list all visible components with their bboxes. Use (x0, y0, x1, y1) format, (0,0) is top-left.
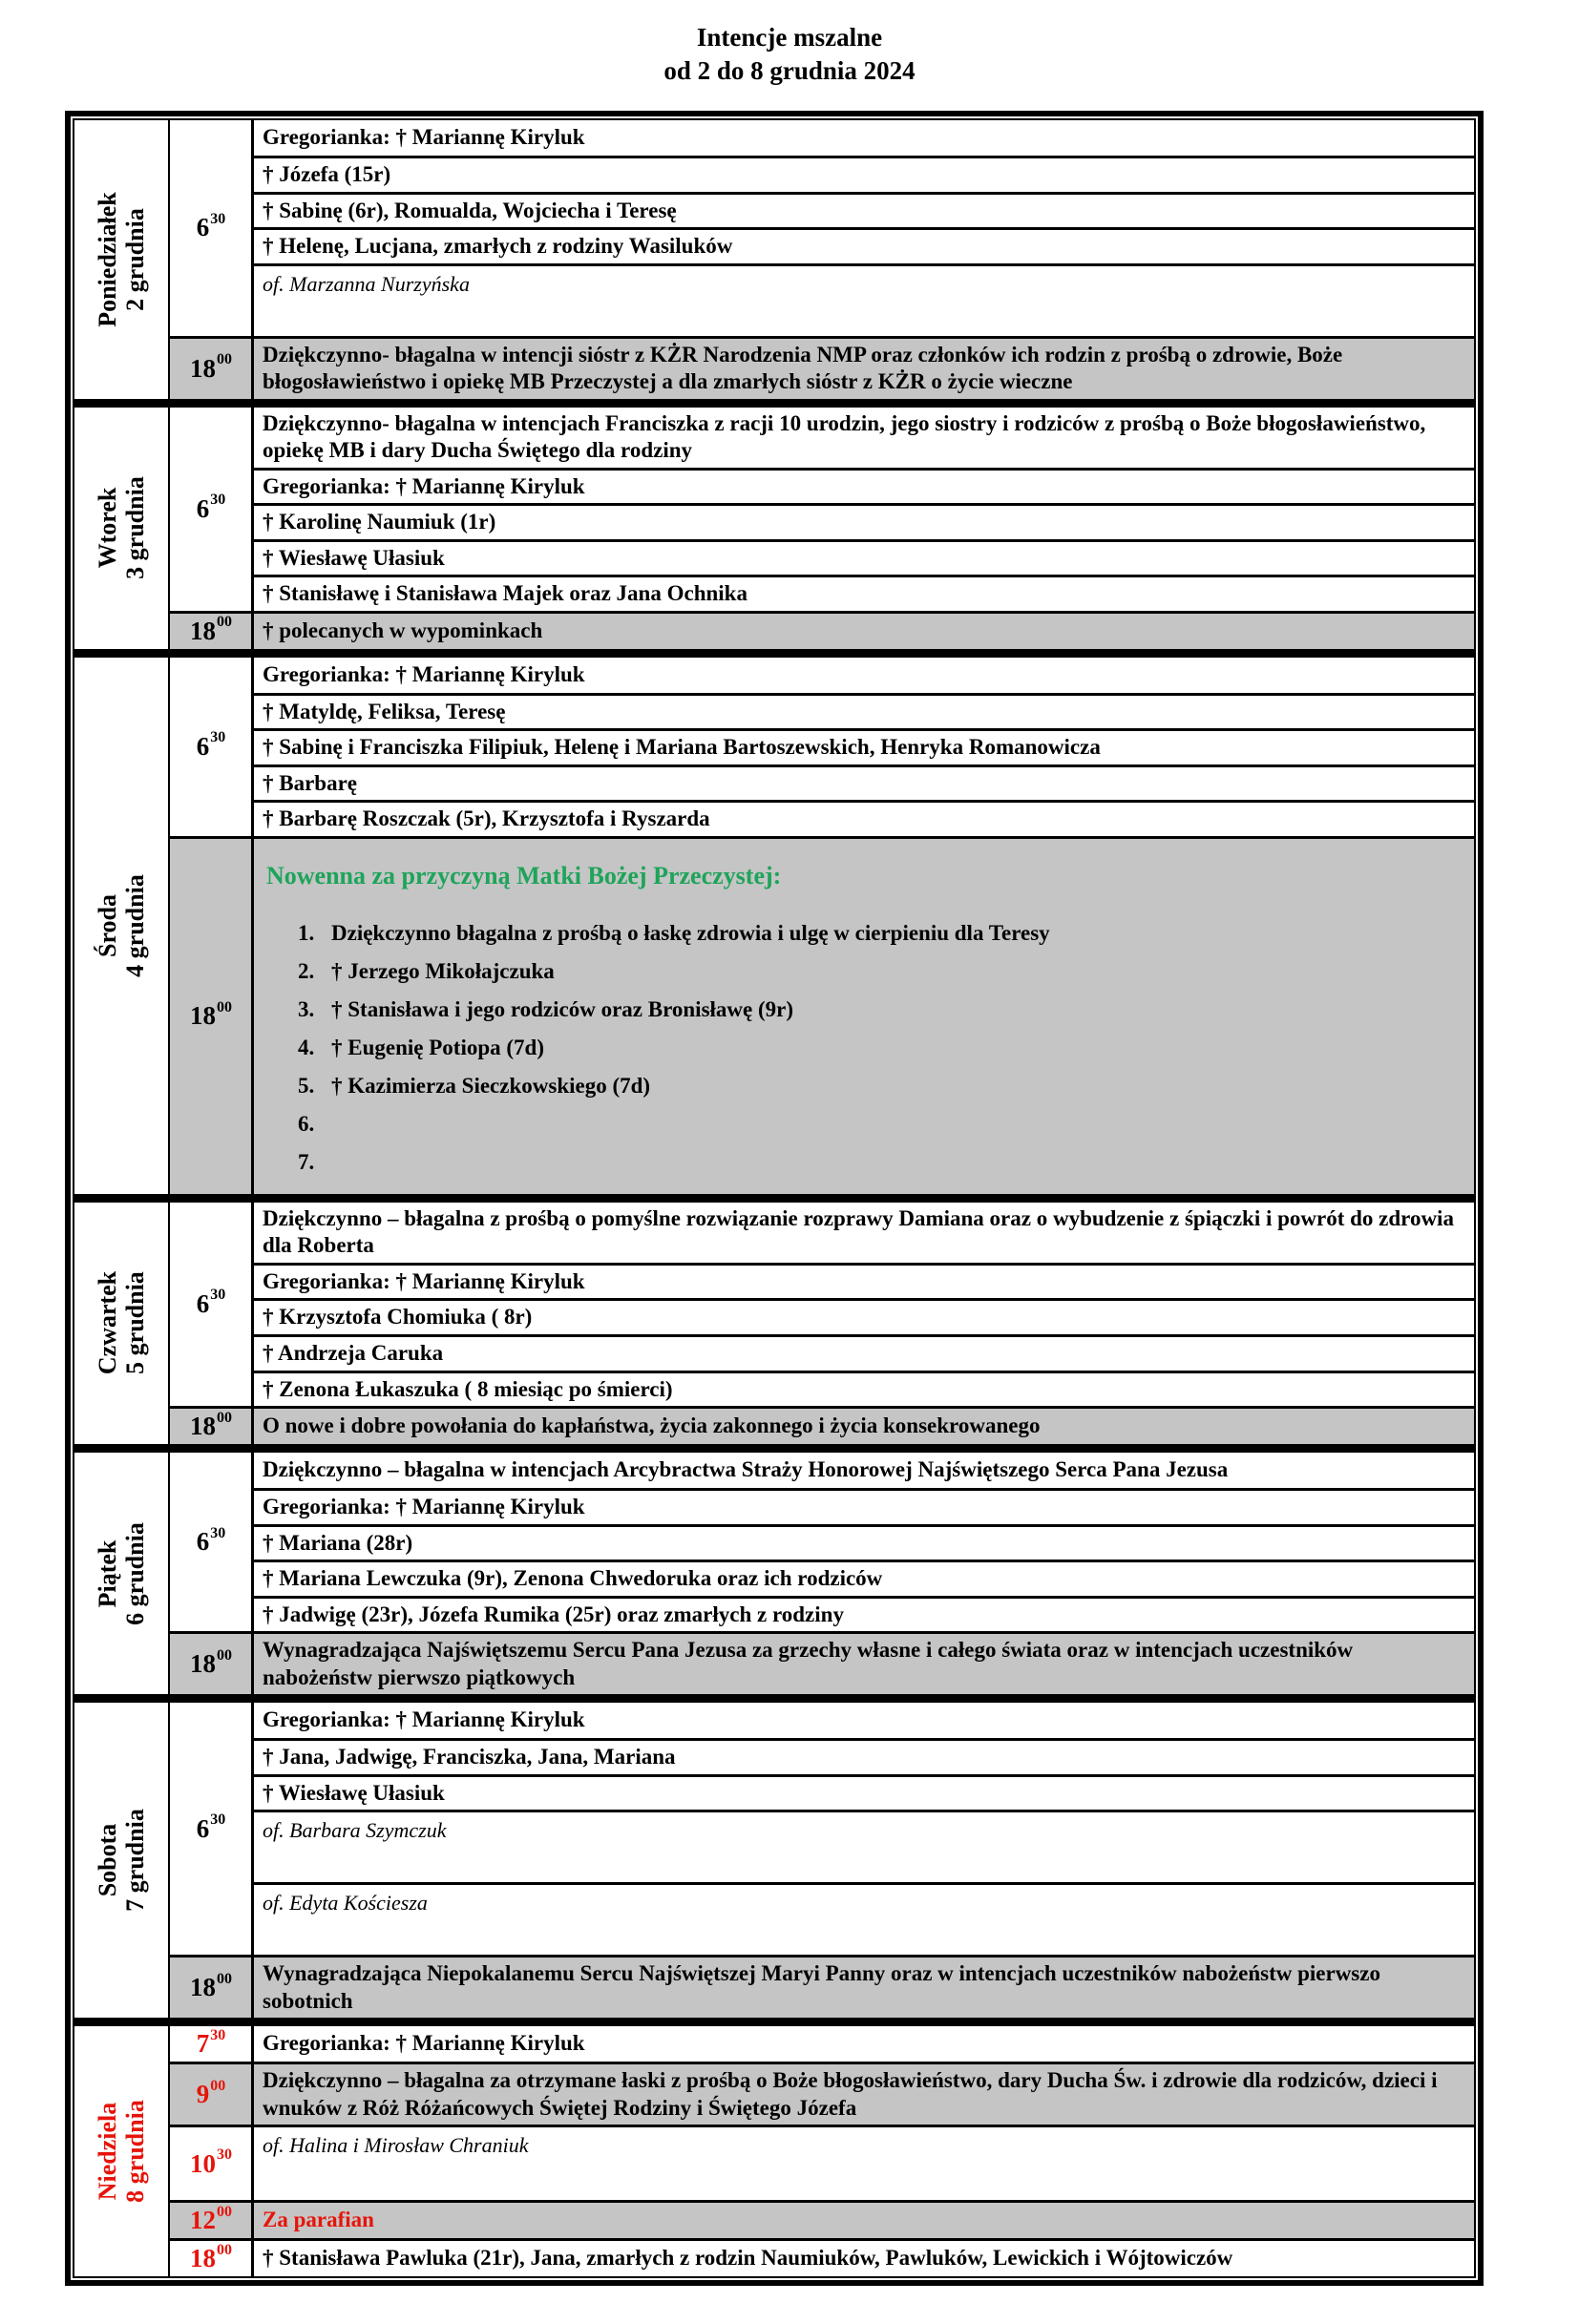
time-hour: 18 (190, 1649, 216, 1679)
day-label (94, 1271, 149, 1374)
intention-row: O nowe i dobre powołania do kapłaństwa, życia zakonnego i życia konsekrowanego (263, 1413, 1041, 1438)
mass-session (170, 658, 1474, 836)
time-hour: 18 (190, 1973, 216, 2002)
mass-time: 6 $^{30}$ (170, 120, 254, 336)
day-name: Sobota (93, 1823, 121, 1897)
intention-row: † Jana, Jadwigę, Franciszka, Jana, Mariana (254, 1738, 1474, 1774)
novena-item: 5. † Kazimierza Sieczkowskiego (7d) (320, 1072, 1463, 1106)
mass-session (170, 2125, 1474, 2200)
day-sessions (170, 120, 1474, 399)
intention-row: Gregorianka: † Mariannę Kiryluk (263, 662, 585, 687)
intention-row: † Stanisławę i Stanisława Majek oraz Jana Ochnika (254, 575, 1474, 611)
day-label (94, 1809, 149, 1912)
intention-row: † Zenona Łukaszuka ( 8 miesiąc po śmierci) (254, 1371, 1474, 1407)
time-hour: 6 (196, 1527, 210, 1557)
intention-row: Gregorianka: † Mariannę Kiryluk (263, 1707, 585, 1732)
time-hour: 9 (196, 2080, 210, 2109)
intention-row: † Stanisława Pawluka (21r), Jana, zmarłych z rodzin Naumiuków, Pawluków, Lewickich i Wójtowiczów (263, 2246, 1233, 2271)
day-block (74, 120, 1474, 399)
time-hour: 10 (190, 2148, 216, 2178)
offering-note: of. Halina i Mirosław Chraniuk (263, 2133, 529, 2158)
day-name: Środa (93, 893, 121, 957)
intention-rows (254, 2127, 1474, 2200)
intention-rows (254, 1409, 1474, 1444)
novena-item (320, 1110, 1463, 1144)
day-cell (74, 2026, 170, 2276)
offering-note: of. Barbara Szymczuk (254, 1810, 1474, 1882)
day-label (94, 192, 149, 327)
time-hour: 18 (190, 1412, 216, 1441)
title-line-1: Intencje mszalne (696, 23, 883, 52)
mass-session (170, 336, 1474, 399)
intention-row: Gregorianka: † Mariannę Kiryluk (263, 125, 585, 150)
title-line-2: od 2 do 8 grudnia 2024 (663, 56, 916, 86)
page-title (0, 0, 1579, 88)
mass-session (170, 2062, 1474, 2125)
mass-time: 18 $^{00}$ (170, 839, 254, 1194)
intention-rows (254, 2241, 1474, 2276)
day-cell (74, 658, 170, 1194)
day-sessions (170, 408, 1474, 649)
intention-row: Dziękczynno – błagalna za otrzymane łaski z prośbą o Boże błogosławieństwo, dary Ducha Św. i zdrowie dla rodziców, dzieci i wnuków z Róż Różańcowych Świętej Rodziny i Świętego Józefa (263, 2068, 1438, 2120)
intention-row: † Mariana (28r) (254, 1524, 1474, 1560)
day-block (74, 649, 1474, 1194)
mass-session (170, 2200, 1474, 2238)
day-date: 6 grudnia (121, 1521, 149, 1625)
mass-time: 6 $^{30}$ (170, 1453, 254, 1631)
day-sessions (170, 1203, 1474, 1444)
day-date: 8 grudnia (121, 2100, 149, 2204)
intention-row: † Józefa (15r) (254, 156, 1474, 192)
mass-time: 6 $^{30}$ (170, 1203, 254, 1406)
intention-row: Gregorianka: † Mariannę Kiryluk (254, 468, 1474, 504)
day-name: Wtorek (93, 487, 121, 569)
day-label (94, 874, 149, 977)
intention-rows (254, 658, 1474, 836)
intention-row: † Sabinę i Franciszka Filipiuk, Helenę i Mariana Bartoszewskich, Henryka Romanowicza (254, 728, 1474, 764)
intention-rows (254, 408, 1474, 611)
intention-rows (254, 1703, 1474, 1955)
time-hour: 7 (196, 2029, 210, 2059)
intention-row: † Mariana Lewczuka (9r), Zenona Chwedoruka oraz ich rodziców (254, 1560, 1474, 1596)
intention-rows (254, 120, 1474, 336)
mass-session (170, 611, 1474, 649)
intention-rows (254, 1453, 1474, 1631)
intention-rows (254, 2064, 1474, 2125)
novena-item: 1. Dziękczynno błagalna z prośbą o łaskę zdrowia i ulgę w cierpieniu dla Teresy (320, 919, 1463, 953)
day-cell (74, 1203, 170, 1444)
intention-row: † Barbarę (254, 764, 1474, 801)
intention-rows (254, 1203, 1474, 1406)
day-cell (74, 1703, 170, 2018)
novena-section (254, 839, 1474, 1194)
mass-time: 18 $^{00}$ (170, 614, 254, 649)
intention-rows (254, 1634, 1474, 1694)
time-hour: 18 (190, 1001, 216, 1031)
intention-row: † Wiesławę Ułasiuk (254, 539, 1474, 576)
day-name: Piątek (93, 1539, 121, 1607)
day-label (94, 1522, 149, 1625)
table-body (73, 118, 1476, 2278)
novena-item: 3. † Stanisława i jego rodziców oraz Bronisławę (9r) (320, 995, 1463, 1030)
mass-session (170, 1703, 1474, 1955)
day-block (74, 1694, 1474, 2018)
intention-row: Wynagradzająca Niepokalanemu Sercu Najświętszej Maryi Panny oraz w intencjach uczestników nabożeństw pierwszo sobotnich (263, 1961, 1380, 2013)
mass-session (170, 1453, 1474, 1631)
time-hour: 18 (190, 2244, 216, 2273)
day-name: Poniedziałek (93, 192, 121, 327)
intention-row: Gregorianka: † Mariannę Kiryluk (254, 1488, 1474, 1524)
time-hour: 6 (196, 731, 210, 761)
intention-row: † Matyldę, Feliksa, Teresę (254, 693, 1474, 729)
day-sessions (170, 1453, 1474, 1694)
day-sessions (170, 658, 1474, 1194)
mass-time: 18 $^{00}$ (170, 1958, 254, 2018)
intention-row: Za parafian (263, 2208, 374, 2232)
mass-session (170, 1406, 1474, 1444)
intention-row: Wynagradzająca Najświętszemu Sercu Pana Jezusa za grzechy własne i całego świata oraz w intencjach uczestników nabożeństw pierwszo piątkowych (263, 1638, 1354, 1689)
day-cell (74, 1453, 170, 1694)
intention-rows (254, 2203, 1474, 2238)
novena-item: 2. † Jerzego Mikołajczuka (320, 957, 1463, 992)
mass-time: 7 $^{30}$ (170, 2026, 254, 2062)
time-hour: 12 (190, 2206, 216, 2235)
day-date: 2 grudnia (121, 208, 149, 311)
mass-session (170, 1955, 1474, 2018)
day-label (94, 476, 149, 579)
day-name: Niedziela (93, 2102, 121, 2201)
day-block (74, 2018, 1474, 2276)
mass-intentions-table (65, 111, 1484, 2286)
day-date: 4 grudnia (121, 874, 149, 977)
time-hour: 6 (196, 493, 210, 523)
intention-row: † Jadwigę (23r), Józefa Rumika (25r) oraz zmarłych z rodziny (254, 1596, 1474, 1632)
mass-session (170, 1631, 1474, 1694)
intention-row: Dziękczynno- błagalna w intencjach Franciszka z racji 10 urodzin, jego siostry i rodziców z prośbą o Boże błogosławieństwo, opiekę MB i dary Ducha Świętego dla rodziny (263, 410, 1426, 463)
day-block (74, 399, 1474, 649)
day-label (94, 2100, 149, 2203)
intention-row: Dziękczynno – błagalna z prośbą o pomyślne rozwiązanie rozprawy Damiana oraz o wybudzenie z śpiączki i powrót do zdrowia dla Roberta (263, 1205, 1454, 1258)
day-block (74, 1194, 1474, 1444)
intention-row: † Helenę, Lucjana, zmarłych z rodziny Wasiluków (254, 227, 1474, 263)
novena-item (320, 1148, 1463, 1183)
intention-rows (254, 2026, 1474, 2062)
time-hour: 6 (196, 1813, 210, 1843)
novena-heading: Nowenna za przyczyną Matki Bożej Przeczystej: (266, 861, 782, 890)
mass-session (170, 1203, 1474, 1406)
intention-rows (254, 614, 1474, 649)
mass-time: 6 $^{30}$ (170, 1703, 254, 1955)
mass-session (170, 120, 1474, 336)
intention-row: Gregorianka: † Mariannę Kiryluk (254, 1263, 1474, 1299)
day-name: Czwartek (93, 1271, 121, 1375)
mass-time: 18 $^{00}$ (170, 2241, 254, 2276)
time-hour: 6 (196, 1288, 210, 1318)
intention-rows (254, 1958, 1474, 2018)
mass-session (170, 408, 1474, 611)
day-date: 3 grudnia (121, 476, 149, 580)
time-hour: 18 (190, 616, 216, 645)
intention-row: † Krzysztofa Chomiuka ( 8r) (254, 1298, 1474, 1334)
mass-time: 6 $^{30}$ (170, 658, 254, 836)
intention-row: † Sabinę (6r), Romualda, Wojciecha i Teresę (254, 192, 1474, 228)
mass-time: 18 $^{00}$ (170, 339, 254, 399)
intention-row: † Wiesławę Ułasiuk (254, 1774, 1474, 1811)
intention-row: † Barbarę Roszczak (5r), Krzysztofa i Ryszarda (254, 800, 1474, 836)
day-date: 7 grudnia (121, 1809, 149, 1912)
intention-row: † Karolinę Naumiuk (1r) (254, 503, 1474, 539)
mass-session (170, 2026, 1474, 2062)
day-cell (74, 120, 170, 399)
mass-time: 9 $^{00}$ (170, 2064, 254, 2125)
day-cell (74, 408, 170, 649)
day-block (74, 1444, 1474, 1694)
novena-item: 4. † Eugenię Potiopa (7d) (320, 1034, 1463, 1068)
intention-row: † Andrzeja Caruka (254, 1334, 1474, 1371)
mass-time: 12 $^{00}$ (170, 2203, 254, 2238)
intention-row: Dziękczynno – błagalna w intencjach Arcybractwa Straży Honorowej Najświętszego Serca Pana Jezusa (263, 1457, 1229, 1482)
time-hour: 18 (190, 353, 216, 383)
day-date: 5 grudnia (121, 1271, 149, 1375)
intention-row: Dziękczynno- błagalna w intencji sióstr z KŻR Narodzenia NMP oraz członków ich rodzin z prośbą o zdrowie, Boże błogosławieństwo i opiekę MB Przeczystej a dla zmarłych sióstr z KŻR o życie wieczne (263, 342, 1343, 394)
mass-session (170, 836, 1474, 1194)
intention-rows (254, 339, 1474, 399)
novena-list (263, 919, 1463, 1183)
intention-row: Gregorianka: † Mariannę Kiryluk (263, 2031, 585, 2056)
day-sessions (170, 1703, 1474, 2018)
mass-time: 6 $^{30}$ (170, 408, 254, 611)
offering-note: of. Marzanna Nurzyńska (254, 263, 1474, 336)
mass-time: 10 $^{30}$ (170, 2127, 254, 2200)
day-sessions (170, 2026, 1474, 2276)
offering-note: of. Edyta Kościesza (254, 1882, 1474, 1955)
mass-time: 18 $^{00}$ (170, 1409, 254, 1444)
mass-session (170, 2238, 1474, 2276)
mass-time: 18 $^{00}$ (170, 1634, 254, 1694)
intention-row: † polecanych w wypominkach (263, 618, 543, 643)
time-hour: 6 (196, 213, 210, 242)
